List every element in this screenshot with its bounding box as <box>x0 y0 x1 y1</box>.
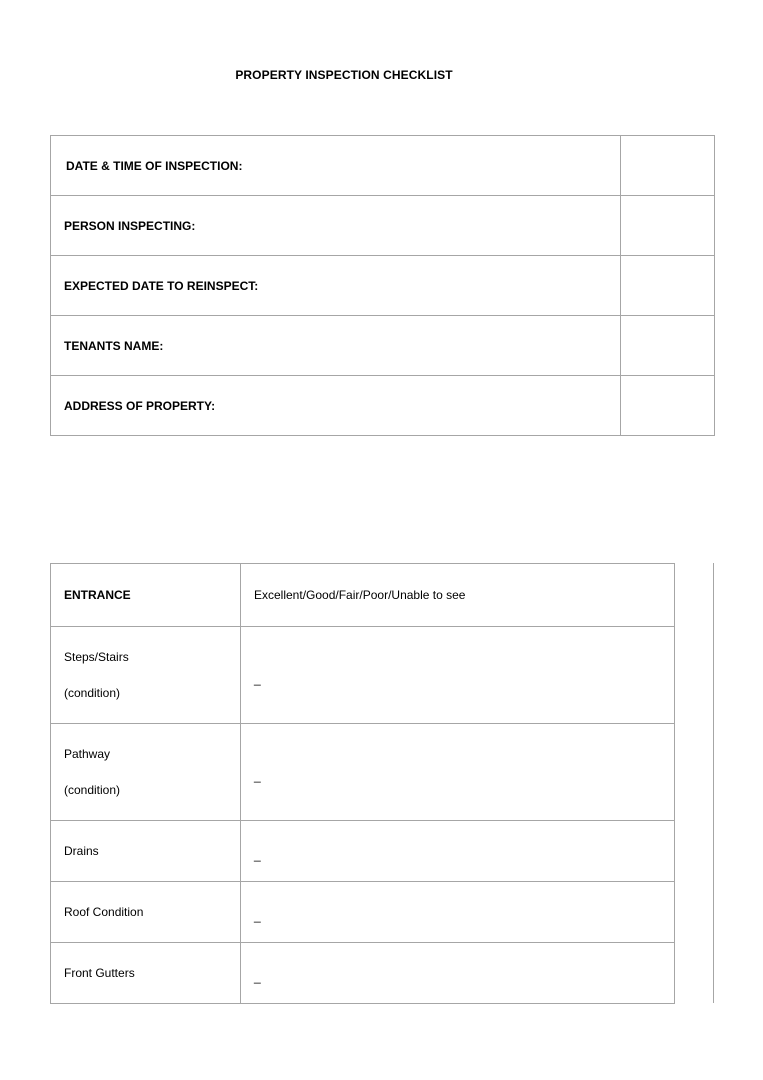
item-qualifier: (condition) <box>64 783 121 797</box>
document-title: PROPERTY INSPECTION CHECKLIST <box>235 68 453 82</box>
table-row <box>51 943 675 1004</box>
rating-field-drains[interactable] <box>241 821 675 882</box>
info-value-tenants-name[interactable] <box>621 316 715 376</box>
rating-field-front-gutters[interactable] <box>241 943 675 1004</box>
rating-blank: _ <box>254 848 261 862</box>
info-value-address[interactable] <box>621 376 715 436</box>
rating-field-pathway[interactable] <box>241 724 675 821</box>
checklist-item-front-gutters: Front Gutters <box>51 943 241 1004</box>
inspection-info-table <box>50 135 715 436</box>
info-label-address: ADDRESS OF PROPERTY: <box>51 376 621 436</box>
checklist-right-border <box>713 563 714 1003</box>
item-name: Steps/Stairs <box>64 650 129 664</box>
checklist-item-pathway <box>51 724 241 821</box>
info-label-person-inspecting: PERSON INSPECTING: <box>51 196 621 256</box>
table-row <box>51 724 675 821</box>
rating-scale-label: Excellent/Good/Fair/Poor/Unable to see <box>241 564 675 627</box>
checklist-header-row <box>51 564 675 627</box>
info-row-date-time <box>51 136 715 196</box>
rating-blank: _ <box>254 970 261 984</box>
info-value-reinspect-date[interactable] <box>621 256 715 316</box>
info-row-reinspect-date <box>51 256 715 316</box>
rating-blank: _ <box>254 909 261 923</box>
info-label-tenants-name: TENANTS NAME: <box>51 316 621 376</box>
section-heading-entrance: ENTRANCE <box>51 564 241 627</box>
table-row <box>51 627 675 724</box>
entrance-checklist-table <box>50 563 675 1004</box>
info-row-address <box>51 376 715 436</box>
rating-field-roof-condition[interactable] <box>241 882 675 943</box>
table-row <box>51 882 675 943</box>
rating-field-steps-stairs[interactable] <box>241 627 675 724</box>
info-label-reinspect-date: EXPECTED DATE TO REINSPECT: <box>51 256 621 316</box>
rating-blank: _ <box>254 672 261 686</box>
info-label-date-time: DATE & TIME OF INSPECTION: <box>51 136 621 196</box>
checklist-item-roof-condition: Roof Condition <box>51 882 241 943</box>
info-value-person-inspecting[interactable] <box>621 196 715 256</box>
rating-blank: _ <box>254 769 261 783</box>
checklist-item-steps-stairs <box>51 627 241 724</box>
info-row-tenants-name <box>51 316 715 376</box>
checklist-item-drains: Drains <box>51 821 241 882</box>
item-qualifier: (condition) <box>64 686 121 700</box>
table-row <box>51 821 675 882</box>
item-name: Pathway <box>64 747 111 761</box>
info-row-person-inspecting <box>51 196 715 256</box>
info-value-date-time[interactable] <box>621 136 715 196</box>
